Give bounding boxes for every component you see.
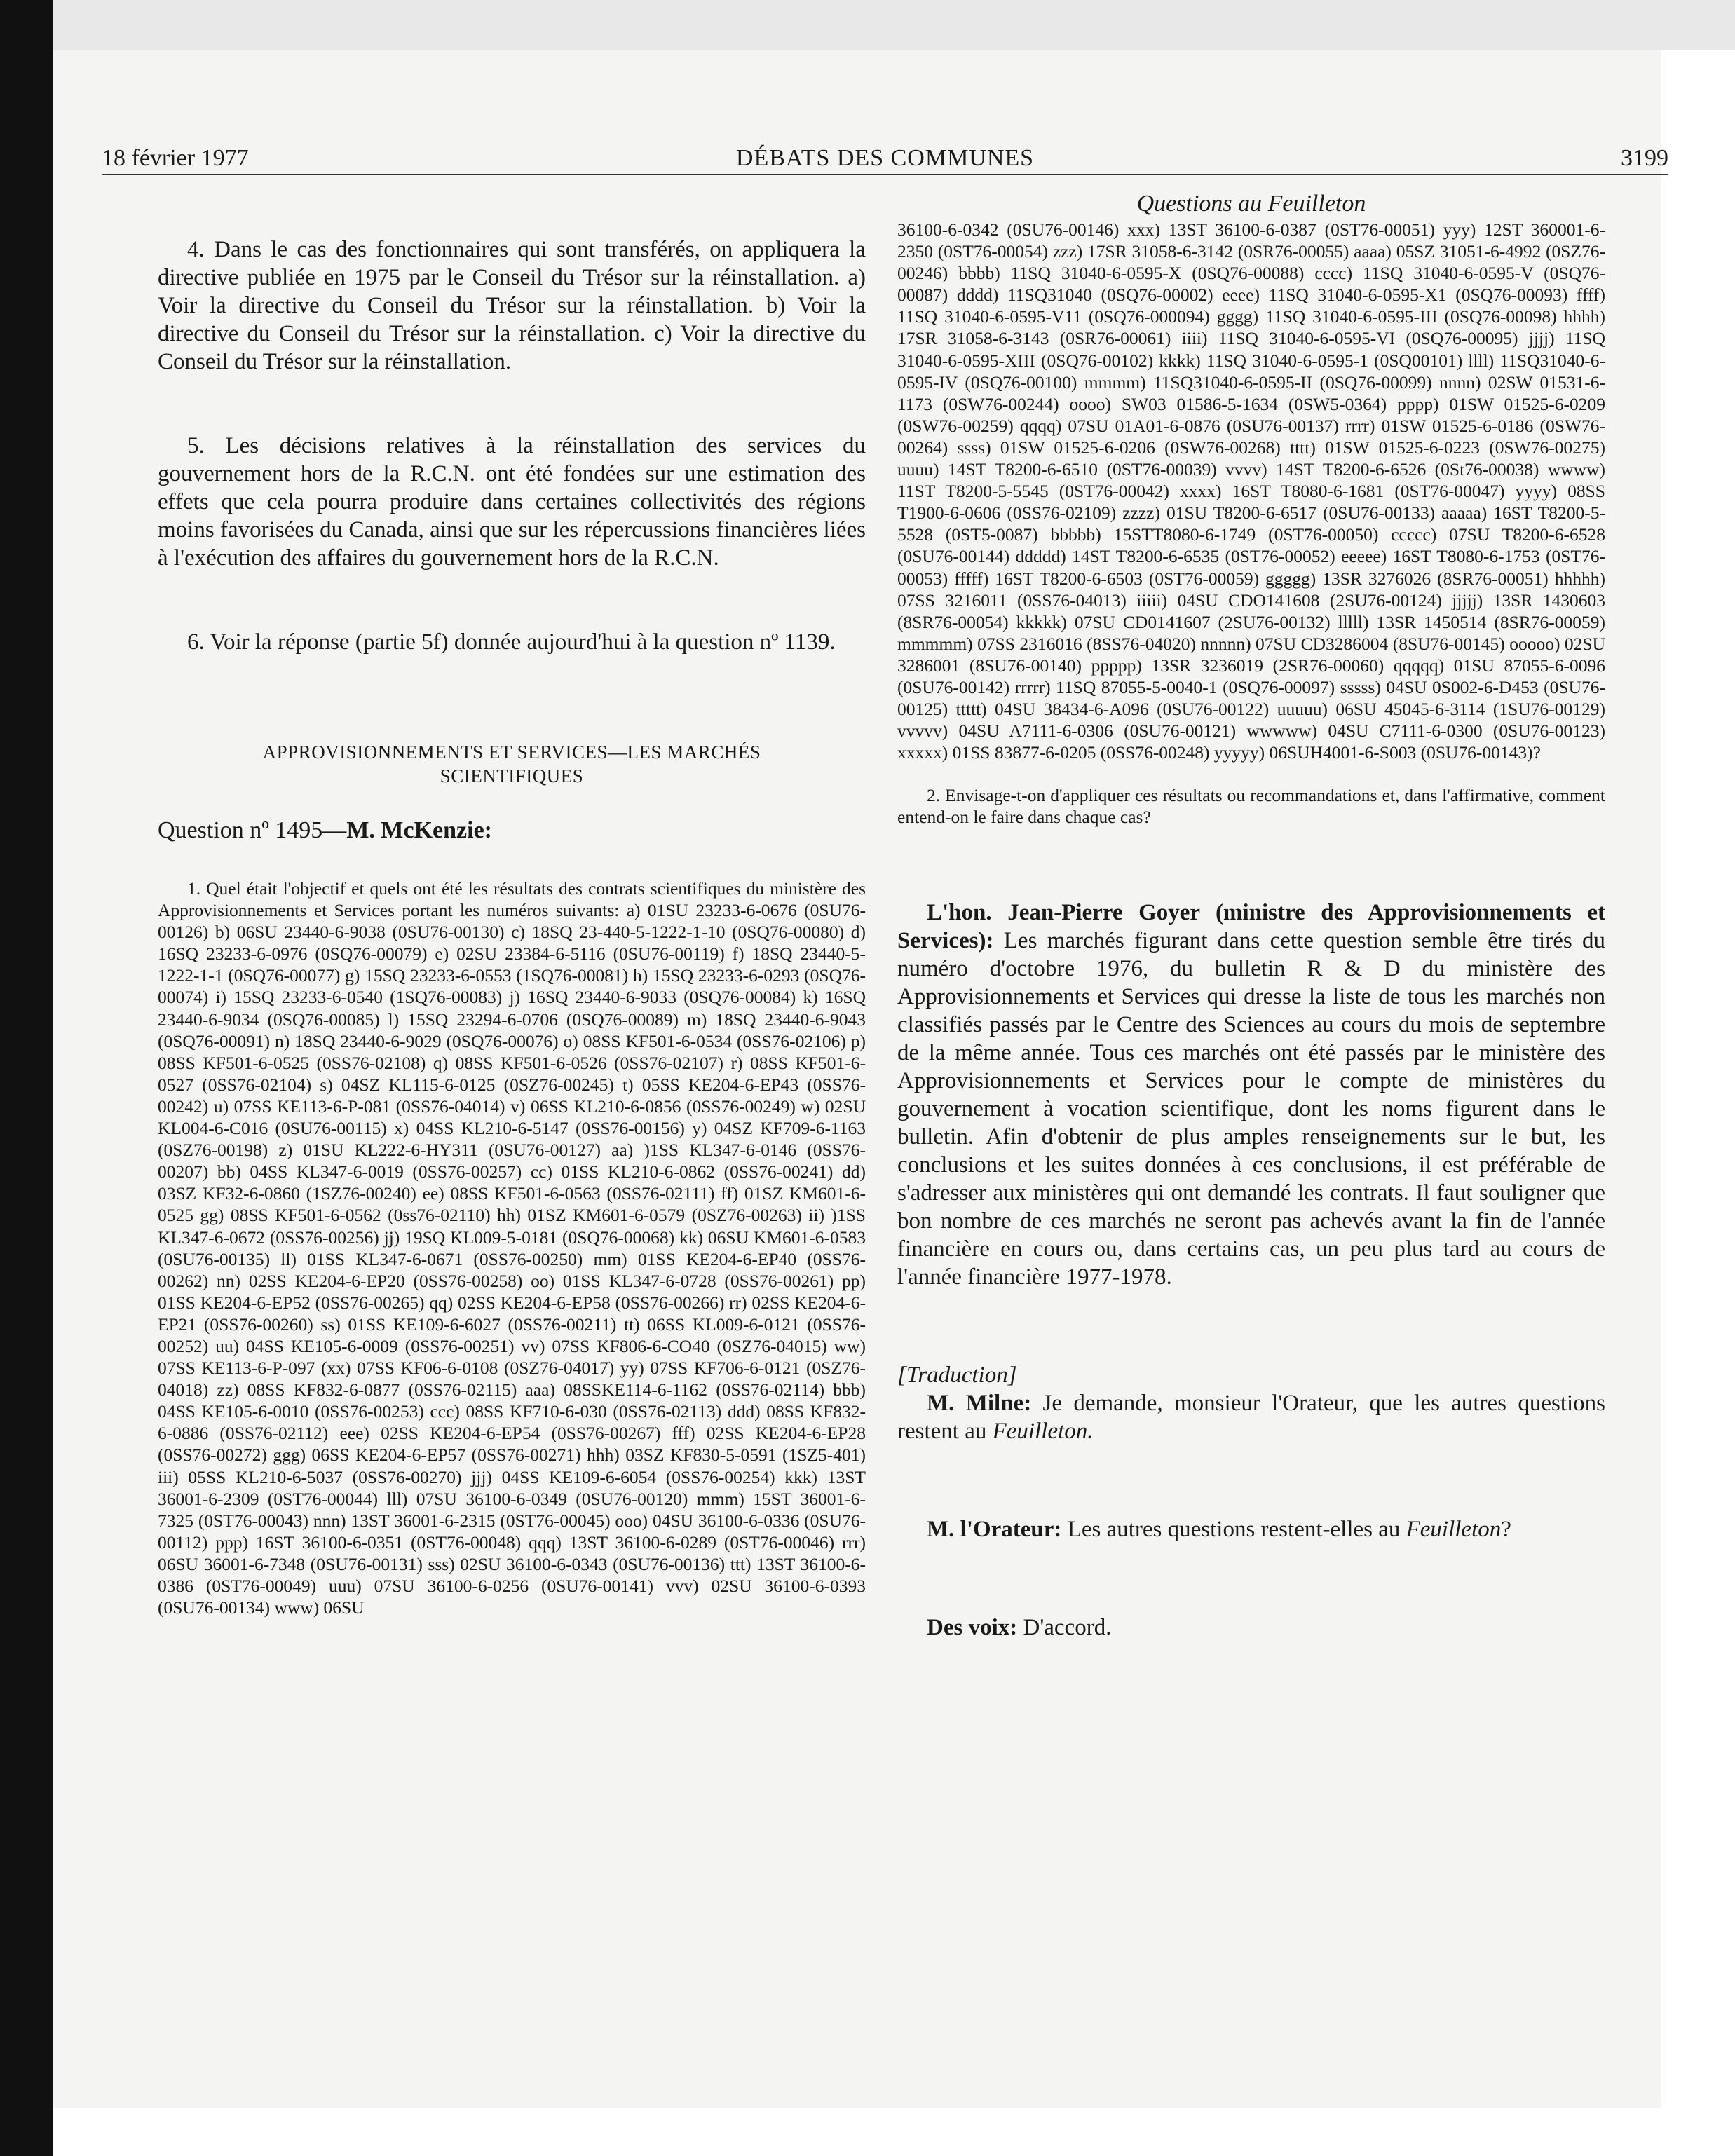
answer-paragraph-4: 4. Dans le cas des fonctionnaires qui sont transférés, on appliquera la directive publiée en 1975 par le Conseil du Trésor sur la réinstallation. a) Voir la directive du Conseil du Trésor sur la réinstallation. b) Voir la directive du Conseil du Trésor sur la réinstallation. c) Voir la directive du Conseil du Trésor sur la réinstallation. [158, 237, 866, 374]
traduction-label: [Traduction] [897, 1362, 1017, 1388]
section-title-line2: SCIENTIFIQUES [440, 765, 584, 786]
header-date: 18 février 1977 [102, 145, 249, 171]
orateur-feuilleton: Feuilleton [1406, 1516, 1502, 1542]
voix-text: D'accord. [1023, 1614, 1112, 1640]
milne-text: Je demande, monsieur l'Orateur, que les autres questions restent au [897, 1390, 1606, 1444]
scan-top-edge [0, 0, 1735, 50]
voix-speaker: Des voix: [927, 1614, 1018, 1640]
orateur-text: Les autres questions restent-elles au [1067, 1516, 1401, 1542]
milne-statement [897, 1389, 1605, 1445]
answer-paragraph-5: 5. Les décisions relatives à la réinstallation des services du gouvernement hors de la R.C.N. ont été fondées sur une estimation des effets que cela pourra produire dans certaines collectivités des régions moins favorisées du Canada, ainsi que sur les répercussions financières liées à l'exécution des affaires du gouvernement hors de la R.C.N. [158, 433, 866, 571]
scan-left-edge [0, 0, 53, 2156]
question-text: 1. Quel était l'objectif et quels ont été les résultats des contrats scientifiques du ministère des Approvisionnements et Services portant les numéros suivants: a) 01SU 23233-6-0676 (0SU76-00126) b) 06SU 23440-6-9038 (0SU76-00130) c) 18SQ 23-440-5-1222-1-10 (0SQ76-00080) d) 16SQ 23233-6-0976 (0SQ76-00079) e) 02SU 23384-6-5116 (0SU76-00119) f) 18SQ 23440-5-1222-1-1 (0SQ76-00077) g) 15SQ 23233-6-0553 (1SQ76-00081) h) 15SQ 23233-6-0293 (0SQ76-00074) i) 15SQ 23233-6-0540 (1SQ76-00083) j) 16SQ 23440-6-9033 (0SQ76-00084) k) 16SQ 23440-6-9034 (0SQ76-00085) l) 15SQ 23294-6-0706 (0SQ76-00089) m) 18SQ 23440-6-9043 (0SQ76-00091) n) 18SQ 23440-6-9029 (0SQ76-00076) o) 08SS KF501-6-0534 (0SS76-02106) p) 08SS KF501-6-0525 (0SS76-02108) q) 08SS KF501-6-0526 (0SS76-02107) r) 08SS KF501-6-0527 (0SS76-02104) s) 04SZ KL115-6-0125 (0SZ76-00245) t) 05SS KE204-6-EP43 (0SS76-00242) u) 07SS KE113-6-P-081 (0SS76-04014) v) 06SS KL210-6-0856 (0SS76-00249) w) 02SU KL004-6-C016 (0SU76-00115) x) 04SS KL210-6-5147 (0SS76-00156) y) 04SZ KF709-6-1163 (0SZ76-00198) z) 01SU KL222-6-HY311 (0SU76-00127) aa) )1SS KL347-6-0146 (0SS76-00207) bb) 04SS KL347-6-0019 (0SS76-00257) cc) 01SS KL210-6-0862 (0SS76-00241) dd) 03SZ KF32-6-0860 (1SZ76-00240) ee) 08SS KF501-6-0563 (0SS76-02111) ff) 01SZ KM601-6-0525 gg) 08SS KF501-6-0562 (0ss76-02110) hh) 01SZ KM601-6-0579 (0SZ76-00263) ii) )1SS KL347-6-0672 (0SS76-00256) jj) 19SQ KL009-5-0181 (0SQ76-00068) kk) 06SU KM601-6-0583 (0SU76-00135) ll) 01SS KL347-6-0671 (0SS76-00250) mm) 01SS KE204-6-EP40 (0SS76-00262) nn) 02SS KE204-6-EP20 (0SS76-00258) oo) 01SS KL347-6-0728 (0SS76-00261) pp) 01SS KE204-6-EP52 (0SS76-00265) qq) 02SS KE204-6-EP58 (0SS76-00266) rr) 02SS KE204-6-EP21 (0SS76-00260) ss) 01SS KE109-6-6027 (0SS76-00211) tt) 06SS KL009-6-0121 (0SS76-00252) uu) 04SS KE105-6-0009 (0SS76-00251) vv) 07SS KF806-6-CO40 (0SZ76-04015) ww) 07SS KE113-6-P-097 (xx) 07SS KF06-6-0108 (0SZ76-04017) yy) 07SS KF706-6-0121 (0SZ76-04018) zz) 08SS KF832-6-0877 (0SS76-02115) aaa) 08SSKE114-6-1162 (0SS76-02114) bbb) 04SS KE105-6-0010 (0SS76-00253) ccc) 08SS KF710-6-030 (0SS76-02113) ddd) 08SS KF832-6-0886 (0SS76-02112) eee) 02SS KE204-6-EP54 (0SS76-00267) fff) 02SS KE204-6-EP28 (0SS76-00272) ggg) 06SS KE204-6-EP57 (0SS76-00271) hhh) 03SZ KF830-5-0591 (1SZ5-401) iii) 05SS KL210-6-5037 (0SS76-00270) jjj) 04SS KE109-6-6054 (0SS76-00254) kkk) 13ST 36001-6-2309 (0ST76-00044) lll) 07SU 36100-6-0349 (0SU76-00120) mmm) 15ST 36001-6-7325 (0ST76-00043) nnn) 13ST 36001-6-2315 (0ST76-00045) ooo) 04SU 36100-6-0336 (0SU76-00112) ppp) 16ST 36100-6-0351 (0ST76-00048) qqq) 13ST 36100-6-0289 (0ST76-00046) rrr) 06SU 36001-6-7348 (0SU76-00131) sss) 02SU 36100-6-0343 (0SU76-00136) ttt) 13ST 36100-6-0386 (0ST76-00049) uuu) 07SU 36100-6-0256 (0SU76-00141) vvv) 02SU 36100-6-0393 (0SU76-00134) www) 06SU [158, 878, 866, 1618]
page-number: 3199 [1621, 145, 1668, 171]
left-column [158, 189, 866, 1618]
question-continuation: 36100-6-0342 (0SU76-00146) xxx) 13ST 36100-6-0387 (0ST76-00051) yyy) 12ST 360001-6-2350 (0ST76-00054) zzz) 17SR 31058-6-3142 (0SR76-00055) aaaa) 05SZ 31051-6-4992 (0SZ76-00246) bbbb) 11SQ 31040-6-0595-X (0SQ76-00088) cccc) 11SQ 31040-6-0595-V (0SQ76-00087) dddd) 11SQ31040 (0SQ76-00002) eeee) 11SQ 31040-6-0595-X1 (0SQ76-00093) ffff) 11SQ 31040-6-0595-V11 (0SQ76-000094) gggg) 11SQ 31040-6-0595-III (0SQ76-00098) hhhh) 17SR 31058-6-3143 (0SR76-00061) iiii) 11SQ 31040-6-0595-VI (0SQ76-00095) jjjj) 11SQ 31040-6-0595-XIII (0SQ76-00102) kkkk) 11SQ 31040-6-0595-1 (0SQ00101) llll) 11SQ31040-6-0595-IV (0SQ76-00100) mmmm) 11SQ31040-6-0595-II (0SQ76-00099) nnnn) 02SW 01531-6-1173 (0SW76-00244) oooo) SW03 01586-5-1634 (0SW5-0364) pppp) 01SW 01525-6-0209 (0SW76-00259) qqqq) 07SU 01A01-6-0876 (0SU76-00137) rrrr) 01SW 01525-6-0186 (0SW76-00264) ssss) 01SW 01525-6-0206 (0SW76-00268) tttt) 01SW 01525-6-0223 (0SW76-00275) uuuu) 14ST T8200-6-6510 (0ST76-00039) vvvv) 14ST T8200-6-6526 (0St76-00038) wwww) 11ST T8200-5-5545 (0ST76-00042) xxxx) 16ST T8080-6-1681 (0ST76-00047) yyyy) 08SS T1900-6-0606 (0SS76-02109) zzzz) 01SU T8200-6-6517 (0SU76-00133) aaaaa) 16ST T8200-5-5528 (0ST5-0087) bbbbb) 15STT8080-6-1749 (0ST76-00050) ccccc) 07SU T8200-6-6528 (0SU76-00144) ddddd) 14ST T8200-6-6535 (0ST76-00052) eeeee) 16ST T8080-6-1753 (0ST76-00053) fffff) 16ST T8200-6-6503 (0ST76-00059) ggggg) 13SR 3276026 (8SR76-00051) hhhhh) 07SS 3216011 (0SS76-04013) iiiii) 04SU CDO141608 (2SU76-00124) jjjjj) 13SR 1430603 (8SR76-00054) kkkkk) 07SU CD0141607 (2SU76-00132) lllll) 13SR 1450514 (8SR76-00059) mmmmm) 07SS 2316016 (8SS76-04020) nnnnn) 07SU CD3286004 (8SU76-00145) ooooo) 02SU 3286001 (8SU76-00140) ppppp) 13SR 3236019 (2SR76-00060) qqqqq) 01SU 87055-6-0096 (0SU76-00142) rrrrr) 11SQ 87055-5-0040-1 (0SQ76-00097) sssss) 04SU 0S002-6-D453 (0SU76-00125) ttttt) 04SU 38434-6-A096 (0SU76-00122) uuuuu) 06SU 45045-6-3114 (1SU76-00129) vvvvv) 04SU A7111-6-0306 (0SU76-00121) wwwww) 04SU C7111-6-0300 (0SU76-00123) xxxxx) 01SS 83877-6-0205 (0SS76-00248) yyyyy) 06SUH4001-6-S003 (0SU76-00143)? [897, 219, 1605, 763]
goyer-text: Les marchés figurant dans cette question semble être tirés du numéro d'octobre 1976, du bulletin R & D du ministère des Approvisionnements et Services qui dresse la liste de tous les marchés non classifiés passés par le Centre des Sciences au cours du mois de septembre de la même année. Tous ces marchés ont été passés par le ministère des Approvisionnements et Services pour le compte de ministères du gouvernement à vocation scientifique, dont les noms figurent dans le bulletin. Afin d'obtenir de plus amples renseignements sur le but, les conclusions et les suites données à ces conclusions, il est préférable de s'adresser aux ministères qui ont demandé les contrats. Il faut souligner que bon nombre de ces marchés ne seront pas achevés avant la fin de l'année financière en cours ou, dans certains cas, un peu plus tard au cours de l'année financière 1977-1978. [897, 927, 1606, 1290]
orateur-question-mark: ? [1501, 1516, 1511, 1542]
question-heading [158, 816, 866, 845]
section-title-line1: APPROVISIONNEMENTS ET SERVICES—LES MARCHÉS [262, 742, 761, 763]
goyer-speaker: L'hon. Jean-Pierre Goyer (ministre des Approvisionnements et Services): [897, 899, 1605, 953]
section-title [158, 740, 866, 788]
milne-speaker: M. Milne: [927, 1390, 1032, 1416]
orateur-speaker: M. l'Orateur: [927, 1516, 1062, 1542]
question-part-2: 2. Envisage-t-on d'appliquer ces résultats ou recommandations et, dans l'affirmative, comment entend-on le faire dans chaque cas? [897, 785, 1605, 828]
header-title: DÉBATS DES COMMUNES [735, 145, 1035, 171]
goyer-answer [897, 899, 1605, 1291]
question-member: M. McKenzie: [346, 817, 492, 843]
right-column [897, 189, 1605, 1642]
question-label: Question nº 1495— [158, 817, 347, 843]
milne-feuilleton: Feuilleton. [992, 1418, 1094, 1444]
answer-paragraph-6: 6. Voir la réponse (partie 5f) donnée aujourd'hui à la question nº 1139. [187, 629, 836, 655]
column-header: Questions au Feuilleton [1136, 191, 1366, 217]
running-header [102, 143, 1668, 175]
traduction-note [897, 1361, 1605, 1389]
voix-statement [897, 1613, 1605, 1642]
orateur-statement [897, 1515, 1605, 1543]
